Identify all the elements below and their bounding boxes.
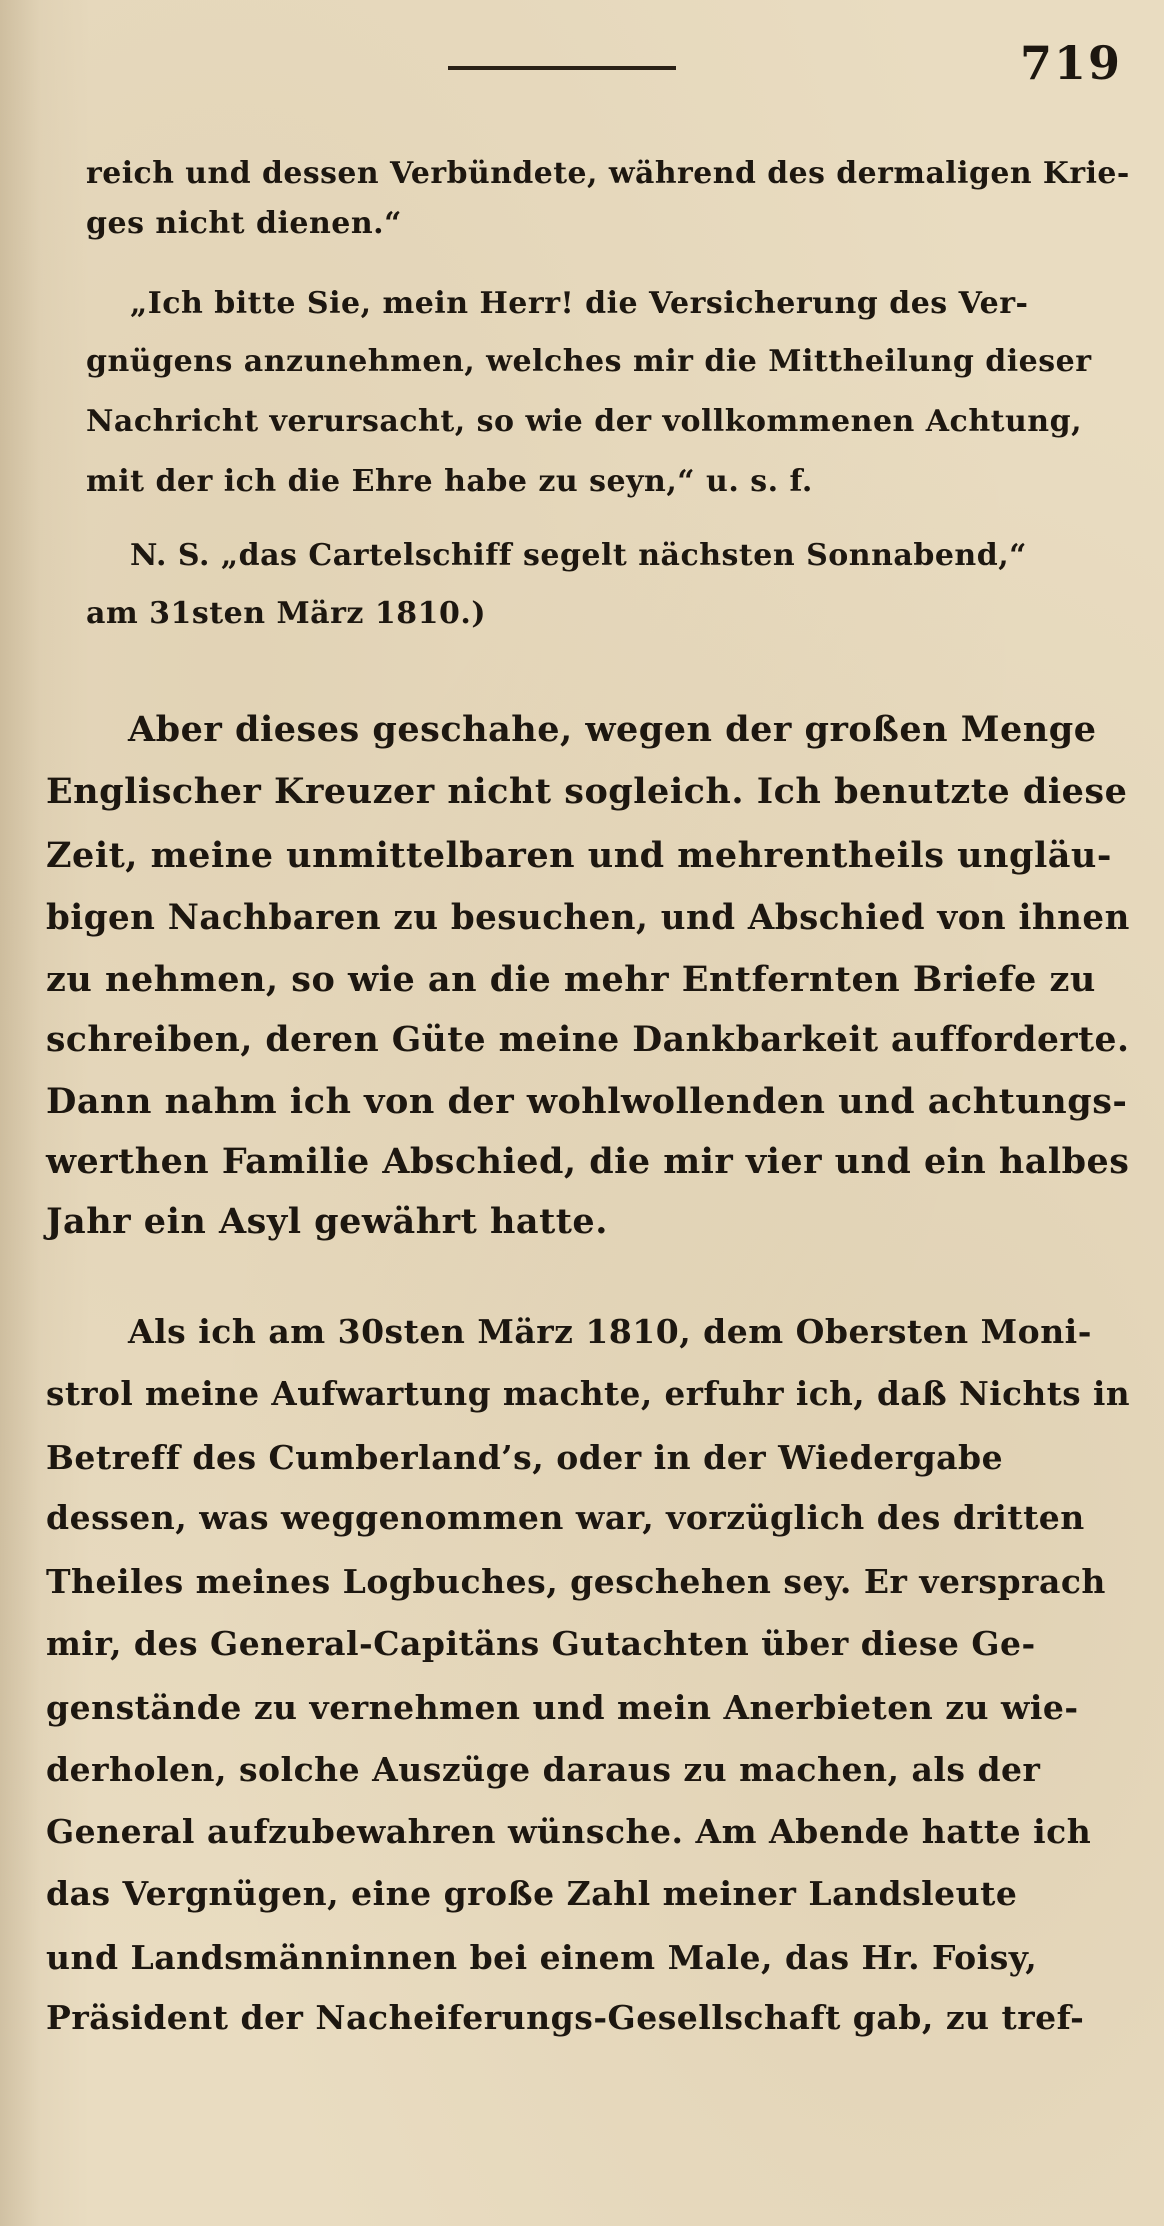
text-line: „Ich bitte Sie, mein Herr! die Versicherung des Ver- [130,286,1029,321]
text-line: Englischer Kreuzer nicht sogleich. Ich benutzte diese [46,771,1128,812]
text-line: Als ich am 30sten März 1810, dem Obersten Moni- [128,1312,1092,1351]
text-line: dessen, was weggenommen war, vorzüglich des dritten [46,1498,1085,1537]
text-line: Aber dieses geschahe, wegen der großen Menge [128,709,1097,750]
text-line: strol meine Aufwartung machte, erfuhr ich, daß Nichts in [46,1374,1131,1413]
text-line: zu nehmen, so wie an die mehr Entfernten Briefe zu [46,959,1096,1000]
text-line: Präsident der Nacheiferungs-Gesellschaft gab, zu tref- [46,1998,1085,2037]
text-line: General aufzubewahren wünsche. Am Abende hatte ich [46,1812,1092,1851]
text-line: Nachricht verursacht, so wie der vollkommenen Achtung, [86,404,1083,439]
text-line: derholen, solche Auszüge daraus zu machen, als der [46,1750,1041,1789]
text-line: am 31sten März 1810.) [86,596,487,631]
text-line: schreiben, deren Güte meine Dankbarkeit aufforderte. [46,1019,1130,1060]
page-number: 719 [1020,36,1123,90]
text-line: reich und dessen Verbündete, während des dermaligen Krie- [86,156,1130,191]
text-line: Dann nahm ich von der wohlwollenden und achtungs- [46,1081,1128,1122]
text-line: bigen Nachbaren zu besuchen, und Abschied von ihnen [46,897,1130,938]
text-line: Zeit, meine unmittelbaren und mehrentheils ungläu- [46,835,1112,876]
header-rule [448,66,676,70]
text-line: das Vergnügen, eine große Zahl meiner Landsleute [46,1874,1018,1913]
text-line: werthen Familie Abschied, die mir vier und ein halbes [46,1141,1130,1182]
text-line: N. S. „das Cartelschiff segelt nächsten Sonnabend,“ [130,538,1027,573]
text-line: gnügens anzunehmen, welches mir die Mittheilung dieser [86,344,1092,379]
text-line: genstände zu vernehmen und mein Anerbieten zu wie- [46,1688,1079,1727]
text-line: mir, des General-Capitäns Gutachten über diese Ge- [46,1624,1036,1663]
text-line: Jahr ein Asyl gewährt hatte. [46,1201,608,1242]
text-line: ges nicht dienen.“ [86,206,402,241]
text-line: Betreff des Cumberland’s, oder in der Wiedergabe [46,1438,1004,1477]
text-line: mit der ich die Ehre habe zu seyn,“ u. s. f. [86,464,813,499]
text-line: und Landsmänninnen bei einem Male, das Hr. Foisy, [46,1938,1038,1977]
text-line: Theiles meines Logbuches, geschehen sey. Er versprach [46,1562,1106,1601]
